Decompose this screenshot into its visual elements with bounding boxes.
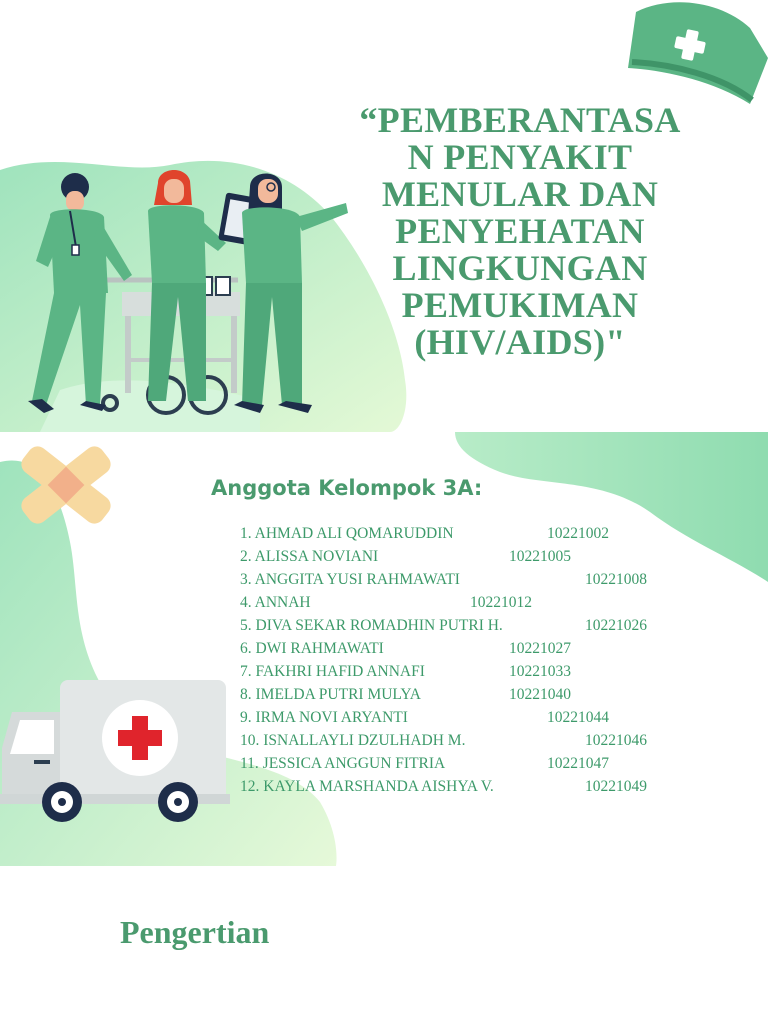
definition-slide [0, 866, 768, 1024]
member-name: 11. JESSICA ANGGUN FITRIA [240, 755, 446, 772]
members-slide [0, 432, 768, 866]
bandage-icon [12, 440, 120, 530]
member-nim: 10221027 [509, 640, 571, 657]
member-nim: 10221012 [470, 594, 532, 611]
member-name: 10. ISNALLAYLI DZULHADH M. [240, 732, 466, 749]
member-item [240, 568, 720, 591]
member-item [240, 683, 720, 706]
member-name: 12. KAYLA MARSHANDA AISHYA V. [240, 778, 494, 795]
member-item [240, 522, 720, 545]
title-line: LINGKUNGAN [392, 248, 648, 288]
title-line: MENULAR DAN [381, 174, 659, 214]
member-nim: 10221047 [547, 755, 609, 772]
section-heading: Pengertian [120, 914, 270, 950]
title-line: (HIV/AIDS)" [414, 322, 626, 362]
presentation-title [340, 102, 700, 361]
member-item [240, 660, 720, 683]
member-item [240, 729, 720, 752]
members-list [240, 522, 720, 798]
members-heading: Anggota Kelompok 3A: [211, 476, 483, 500]
member-item [240, 637, 720, 660]
member-name: 5. DIVA SEKAR ROMADHIN PUTRI H. [240, 617, 503, 634]
member-item [240, 752, 720, 775]
member-item [240, 545, 720, 568]
member-name: 1. AHMAD ALI QOMARUDDIN [240, 525, 454, 542]
member-name: 8. IMELDA PUTRI MULYA [240, 686, 422, 703]
member-nim: 10221026 [585, 617, 647, 634]
title-line: PEMUKIMAN [401, 285, 639, 325]
member-name: 9. IRMA NOVI ARYANTI [240, 709, 408, 726]
member-nim: 10221044 [547, 709, 609, 726]
member-nim: 10221033 [509, 663, 571, 680]
member-name: 6. DWI RAHMAWATI [240, 640, 384, 657]
member-item [240, 775, 720, 798]
nurse-cap-icon [622, 0, 768, 110]
member-item [240, 706, 720, 729]
member-name: 4. ANNAH [240, 594, 311, 611]
member-nim: 10221008 [585, 571, 647, 588]
title-slide [0, 0, 768, 432]
member-item [240, 591, 720, 614]
nurse-middle [148, 170, 226, 401]
member-nim: 10221002 [547, 525, 609, 542]
member-name: 2. ALISSA NOVIANI [240, 548, 379, 565]
title-line: N PENYAKIT [407, 137, 633, 177]
nurse-right [234, 174, 348, 414]
member-nim: 10221046 [585, 732, 647, 749]
member-item [240, 614, 720, 637]
member-nim: 10221005 [509, 548, 571, 565]
member-name: 3. ANGGITA YUSI RAHMAWATI [240, 571, 460, 588]
member-name: 7. FAKHRI HAFID ANNAFI [240, 663, 425, 680]
member-nim: 10221049 [585, 778, 647, 795]
title-line: “PEMBERANTASA [359, 100, 681, 140]
nurse-left [28, 173, 132, 413]
nurses-illustration [20, 165, 360, 425]
member-nim: 10221040 [509, 686, 571, 703]
ambulance-icon [0, 678, 232, 826]
title-line: PENYEHATAN [395, 211, 645, 251]
